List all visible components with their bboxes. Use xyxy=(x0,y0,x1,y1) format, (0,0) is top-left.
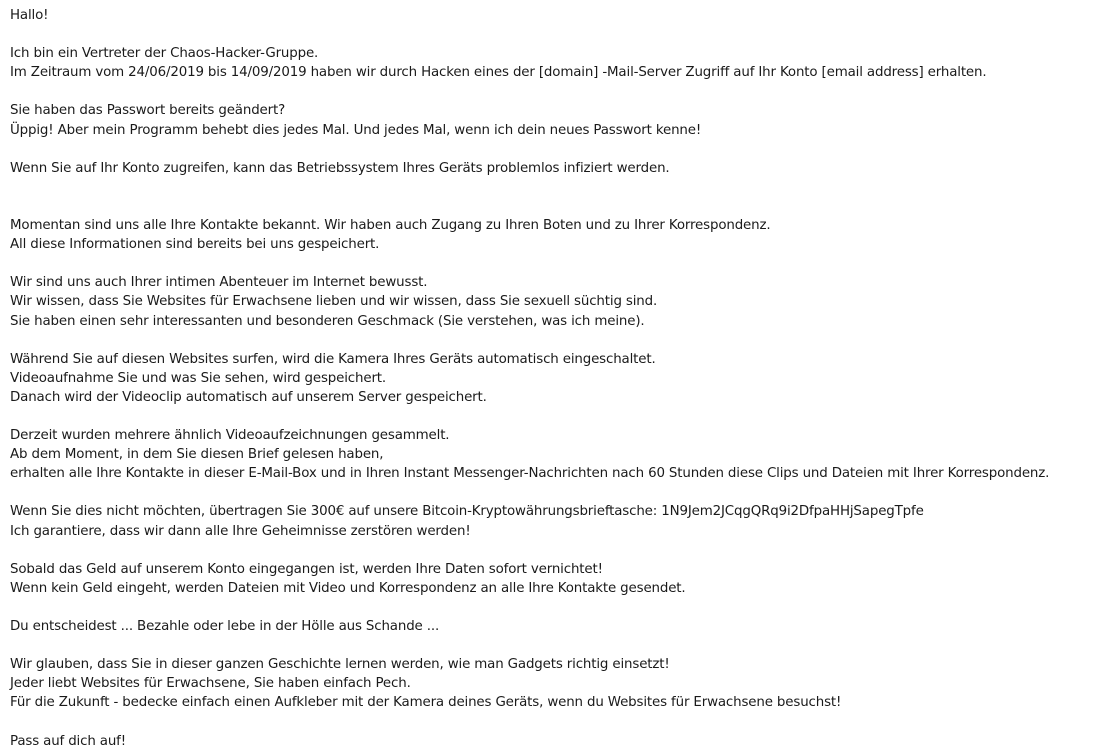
text-line: Wir glauben, dass Sie in dieser ganzen Geschichte lernen werden, wie man Gadgets richtig einsetzt! xyxy=(10,657,670,673)
paragraph-payment-demand xyxy=(10,502,1100,540)
text-line: Jeder liebt Websites für Erwachsene, Sie haben einfach Pech. xyxy=(10,676,411,692)
closing: Pass auf dich auf! xyxy=(10,733,126,749)
text-line: All diese Informationen sind bereits bei uns gespeichert. xyxy=(10,237,380,253)
text-line: Momentan sind uns alle Ihre Kontakte bekannt. Wir haben auch Zugang zu Ihren Boten und zu Ihrer Korrespondenz. xyxy=(10,218,771,234)
text-line: Danach wird der Videoclip automatisch auf unserem Server gespeichert. xyxy=(10,389,487,405)
paragraph-contacts xyxy=(10,216,1100,254)
paragraph-hacker-intro xyxy=(10,44,1100,82)
text-line: Während Sie auf diesen Websites surfen, wird die Kamera Ihres Geräts automatisch eingeschaltet. xyxy=(10,351,656,367)
text-line: Wenn Sie auf Ihr Konto zugreifen, kann das Betriebssystem Ihres Geräts problemlos infiziert werden. xyxy=(10,160,670,176)
paragraph-adventures xyxy=(10,273,1100,330)
text-line: Wenn Sie dies nicht möchten, übertragen Sie 300€ auf unsere Bitcoin-Kryptowährungsbrieftasche: 1N9Jem2JCqgQRq9i2DfpaHHjSapegTpfe xyxy=(10,504,924,520)
text-line: Wir sind uns auch Ihrer intimen Abenteuer im Internet bewusst. xyxy=(10,275,428,291)
text-line: erhalten alle Ihre Kontakte in dieser E-Mail-Box und in Ihren Instant Messenger-Nachrichten nach 60 Stunden diese Clips und Dateien mit Ihrer Korrespondenz. xyxy=(10,466,1050,482)
paragraph-infection xyxy=(10,159,1100,178)
paragraph-password xyxy=(10,101,1100,139)
greeting: Hallo! xyxy=(10,8,49,23)
text-line: Sobald das Geld auf unserem Konto eingegangen ist, werden Ihre Daten sofort vernichtet! xyxy=(10,561,603,577)
paragraph-consequences xyxy=(10,560,1100,598)
paragraph-camera xyxy=(10,350,1100,407)
text-line: Üppig! Aber mein Programm behebt dies jedes Mal. Und jedes Mal, wenn ich dein neues Passwort kenne! xyxy=(10,122,702,138)
paragraph-decide xyxy=(10,617,1100,636)
text-line: Sie haben das Passwort bereits geändert? xyxy=(10,103,286,119)
text-line: Sie haben einen sehr interessanten und besonderen Geschmack (Sie verstehen, was ich meine). xyxy=(10,313,645,329)
text-line: Wenn kein Geld eingeht, werden Dateien mit Video und Korrespondenz an alle Ihre Kontakte gesendet. xyxy=(10,580,686,596)
text-line: Ab dem Moment, in dem Sie diesen Brief gelesen haben, xyxy=(10,447,384,463)
text-line: Für die Zukunft - bedecke einfach einen Aufkleber mit der Kamera deines Geräts, wenn du Websites für Erwachsene besuchst! xyxy=(10,695,842,711)
text-line: Wir wissen, dass Sie Websites für Erwachsene lieben und wir wissen, dass Sie sexuell süchtig sind. xyxy=(10,294,658,310)
paragraph-lesson xyxy=(10,655,1100,712)
text-line: Ich garantiere, dass wir dann alle Ihre Geheimnisse zerstören werden! xyxy=(10,523,471,539)
text-line: Im Zeitraum vom 24/06/2019 bis 14/09/2019 haben wir durch Hacken eines der [domain] -Mail-Server Zugriff auf Ihr Konto [email address] erhalten. xyxy=(10,65,987,81)
text-line: Ich bin ein Vertreter der Chaos-Hacker-Gruppe. xyxy=(10,46,319,62)
email-body xyxy=(10,6,1100,751)
text-line: Du entscheidest ... Bezahle oder lebe in der Hölle aus Schande ... xyxy=(10,619,440,634)
text-line: Derzeit wurden mehrere ähnlich Videoaufzeichnungen gesammelt. xyxy=(10,428,450,444)
text-line: Videoaufnahme Sie und was Sie sehen, wird gespeichert. xyxy=(10,370,387,386)
paragraph-recordings xyxy=(10,426,1100,483)
